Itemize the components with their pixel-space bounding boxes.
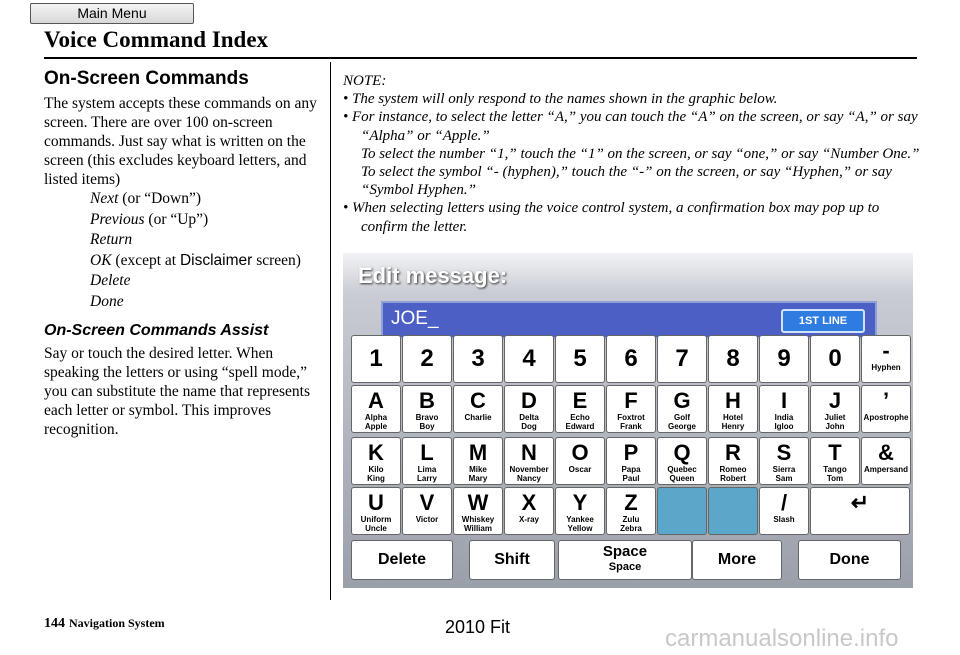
- key-phonetic-label: Uniform: [360, 515, 392, 524]
- key-phonetic-label: Uncle: [365, 524, 387, 533]
- page-footer: [44, 616, 165, 632]
- key-phonetic-label: Whiskey: [461, 515, 495, 524]
- command-item: Done: [90, 292, 124, 310]
- key-phonetic-label: Larry: [416, 474, 437, 483]
- key-character: 3: [471, 345, 485, 372]
- command-item: OK (except at Disclaimer screen): [90, 251, 301, 269]
- key-h[interactable]: [708, 385, 758, 433]
- key-phonetic-label: Tom: [826, 474, 844, 483]
- key-character: /: [780, 490, 788, 515]
- key-phonetic-label: Foxtrot: [617, 413, 645, 422]
- key-character: P: [623, 440, 639, 465]
- key-character: D: [521, 388, 537, 413]
- key-character: R: [725, 440, 741, 465]
- key-phonetic-label: Bravo: [415, 413, 439, 422]
- key-character: 8: [726, 345, 740, 372]
- key-phonetic-label: Mary: [468, 474, 488, 483]
- key-d[interactable]: [504, 385, 554, 433]
- key-character: Y: [572, 490, 588, 515]
- key-phonetic-label: Delta: [519, 413, 539, 422]
- key-u[interactable]: [351, 487, 401, 535]
- command-list: [90, 189, 324, 312]
- blank-key: [708, 487, 758, 535]
- key-apostrophe[interactable]: [861, 385, 911, 433]
- edit-message-screen: [343, 253, 913, 588]
- key-g[interactable]: [657, 385, 707, 433]
- key-q[interactable]: [657, 437, 707, 485]
- key-phonetic-label: Sierra: [772, 465, 796, 474]
- key-phonetic-label: William: [464, 524, 492, 533]
- assist-heading: On-Screen Commands Assist: [44, 322, 269, 339]
- left-column: [44, 68, 324, 439]
- key-character: H: [725, 388, 741, 413]
- key-r[interactable]: [708, 437, 758, 485]
- key-n8[interactable]: [708, 335, 758, 383]
- key-phonetic-label: Golf: [674, 413, 690, 422]
- key-phonetic-label: Apple: [364, 422, 388, 431]
- command-item: Return: [90, 231, 133, 248]
- column-divider: [330, 62, 331, 600]
- key-phonetic-label: Edward: [565, 422, 595, 431]
- key-phonetic-label: Yellow: [567, 524, 593, 533]
- key-character: A: [368, 388, 384, 413]
- key-character: I: [780, 388, 788, 413]
- key-slash[interactable]: [759, 487, 809, 535]
- footer-section: Navigation System: [69, 616, 165, 630]
- message-input-field[interactable]: [381, 301, 877, 339]
- key-s[interactable]: [759, 437, 809, 485]
- key-phonetic-label: Zebra: [620, 524, 642, 533]
- key-character: C: [470, 388, 486, 413]
- key-phonetic-label: Quebec: [667, 465, 697, 474]
- key-phonetic-label: Papa: [621, 465, 641, 474]
- watermark: carmanualsonline.info: [665, 625, 899, 652]
- enter-key[interactable]: [810, 487, 910, 535]
- key-character: ’: [882, 388, 890, 413]
- page-title: Voice Command Index: [44, 27, 269, 52]
- key-phonetic-label: Oscar: [568, 465, 592, 474]
- key-phonetic-label: Tango: [823, 465, 847, 474]
- key-character: W: [467, 490, 489, 515]
- key-character: 2: [420, 345, 434, 372]
- key-character: 7: [675, 345, 689, 372]
- key-phonetic-label: Juliet: [824, 413, 846, 422]
- key-character: X: [521, 490, 537, 515]
- key-phonetic-label: India: [774, 413, 794, 422]
- key-character: L: [420, 440, 434, 465]
- intro-text: The system accepts these commands on any screen. There are over 100 on-screen commands. Just say what is written on the screen (this excludes keyboard letters, and listed items): [44, 95, 317, 188]
- key-phonetic-label: X-ray: [518, 515, 539, 524]
- key-character: U: [368, 490, 384, 515]
- note-bullet: • The system will only respond to the names shown in the graphic below.: [343, 91, 778, 108]
- note-block: [343, 72, 923, 236]
- key-n0[interactable]: [810, 335, 860, 383]
- key-phonetic-label: George: [667, 422, 696, 431]
- space-button[interactable]: Space Space: [558, 540, 692, 580]
- key-character: Q: [673, 440, 691, 465]
- key-n5[interactable]: [555, 335, 605, 383]
- key-phonetic-label: Sam: [775, 474, 793, 483]
- key-phonetic-label: King: [367, 474, 385, 483]
- key-phonetic-label: Slash: [773, 515, 795, 524]
- more-button[interactable]: More: [692, 540, 782, 580]
- key-phonetic-label: Igloo: [774, 422, 794, 431]
- key-phonetic-label: Hyphen: [871, 363, 901, 372]
- note-subtext: To select the symbol “- (hyphen),” touch the “-” on the screen, or say “Hyphen,” or say “Symbol Hyphen.”: [361, 164, 892, 199]
- key-phonetic-label: Zulu: [622, 515, 640, 524]
- key-n9[interactable]: [759, 335, 809, 383]
- key-k[interactable]: [351, 437, 401, 485]
- note-subtext: To select the number “1,” touch the “1” on the screen, or say “one,” or say “Number One.”: [361, 145, 920, 162]
- key-character: N: [521, 440, 537, 465]
- key-c[interactable]: [453, 385, 503, 433]
- key-l[interactable]: [402, 437, 452, 485]
- command-item: Next (or “Down”): [90, 190, 202, 207]
- section-heading: On-Screen Commands: [44, 68, 249, 89]
- key-z[interactable]: [606, 487, 656, 535]
- key-phonetic-label: Yankee: [566, 515, 594, 524]
- key-character: T: [828, 440, 842, 465]
- key-phonetic-label: Lima: [417, 465, 437, 474]
- key-phonetic-label: November: [509, 465, 549, 474]
- key-character: -: [882, 338, 890, 363]
- command-item: Delete: [90, 272, 131, 289]
- key-n7[interactable]: [657, 335, 707, 383]
- key-phonetic-label: Paul: [622, 474, 640, 483]
- key-character: B: [419, 388, 435, 413]
- key-character: 6: [624, 345, 638, 372]
- key-character: S: [776, 440, 792, 465]
- key-phonetic-label: Apostrophe: [863, 413, 909, 422]
- key-b[interactable]: [402, 385, 452, 433]
- key-character: 0: [828, 345, 842, 372]
- key-n6[interactable]: [606, 335, 656, 383]
- key-character: 1: [369, 345, 383, 372]
- key-phonetic-label: Boy: [419, 422, 435, 431]
- key-phonetic-label: Victor: [415, 515, 439, 524]
- key-n1[interactable]: [351, 335, 401, 383]
- line-select-button[interactable]: 1ST LINE: [781, 309, 865, 333]
- screen-title: Edit message:: [358, 263, 508, 288]
- page-number: 144: [44, 616, 65, 631]
- key-character: 9: [777, 345, 791, 372]
- key-character: J: [828, 388, 842, 413]
- key-v[interactable]: [402, 487, 452, 535]
- key-phonetic-label: John: [825, 422, 845, 431]
- key-character: F: [624, 388, 638, 413]
- key-phonetic-label: Mike: [469, 465, 487, 474]
- key-n4[interactable]: [504, 335, 554, 383]
- note-bullet: • When selecting letters using the voice control system, a confirmation box may pop up to confirm the letter.: [343, 200, 880, 235]
- command-item: Previous (or “Up”): [90, 210, 209, 228]
- note-bullet: • For instance, to select the letter “A,” you can touch the “A” on the screen, or say “A,” or say “Alpha” or “Apple.”: [343, 109, 918, 144]
- assist-text: Say or touch the desired letter. When speaking the letters or using “spell mode,” you can substitute the name that represents each letter or symbol. This improves recognition.: [44, 345, 311, 438]
- key-n3[interactable]: [453, 335, 503, 383]
- key-phonetic-label: Charlie: [464, 413, 492, 422]
- key-a[interactable]: [351, 385, 401, 433]
- key-character: G: [673, 388, 691, 413]
- key-t[interactable]: [810, 437, 860, 485]
- delete-button[interactable]: Delete: [351, 540, 453, 580]
- main-menu-button[interactable]: Main Menu: [30, 3, 194, 24]
- key-hyphen[interactable]: [861, 335, 911, 383]
- key-character: &: [878, 440, 894, 465]
- key-o[interactable]: [555, 437, 605, 485]
- key-phonetic-label: Dog: [521, 422, 537, 431]
- note-label: NOTE:: [343, 73, 387, 89]
- done-button[interactable]: Done: [798, 540, 901, 580]
- key-j[interactable]: [810, 385, 860, 433]
- key-p[interactable]: [606, 437, 656, 485]
- title-rule: [44, 57, 917, 59]
- key-y[interactable]: [555, 487, 605, 535]
- message-input-value: JOE_: [391, 308, 439, 329]
- key-phonetic-label: Echo: [570, 413, 590, 422]
- key-m[interactable]: [453, 437, 503, 485]
- edition-label: 2010 Fit: [445, 617, 511, 637]
- key-character: ↵: [850, 490, 870, 515]
- key-n[interactable]: [504, 437, 554, 485]
- key-character: E: [572, 388, 588, 413]
- key-i[interactable]: [759, 385, 809, 433]
- key-phonetic-label: Frank: [620, 422, 642, 431]
- key-phonetic-label: Romeo: [719, 465, 747, 474]
- key-ampersand[interactable]: [861, 437, 911, 485]
- key-n2[interactable]: [402, 335, 452, 383]
- key-phonetic-label: Ampersand: [863, 465, 908, 474]
- key-phonetic-label: Queen: [669, 474, 695, 483]
- key-character: O: [571, 440, 589, 465]
- key-w[interactable]: [453, 487, 503, 535]
- key-character: V: [419, 490, 435, 515]
- shift-button[interactable]: Shift: [469, 540, 555, 580]
- key-phonetic-label: Hotel: [723, 413, 743, 422]
- key-character: 5: [573, 345, 587, 372]
- key-x[interactable]: [504, 487, 554, 535]
- key-phonetic-label: Robert: [720, 474, 746, 483]
- key-character: K: [368, 440, 384, 465]
- key-phonetic-label: Alpha: [364, 413, 388, 422]
- key-e[interactable]: [555, 385, 605, 433]
- key-character: 4: [522, 345, 536, 372]
- key-phonetic-label: Kilo: [368, 465, 384, 474]
- key-phonetic-label: Nancy: [516, 474, 541, 483]
- key-character: Z: [624, 490, 638, 515]
- key-f[interactable]: [606, 385, 656, 433]
- blank-key: [657, 487, 707, 535]
- key-phonetic-label: Henry: [721, 422, 745, 431]
- key-character: M: [468, 440, 488, 465]
